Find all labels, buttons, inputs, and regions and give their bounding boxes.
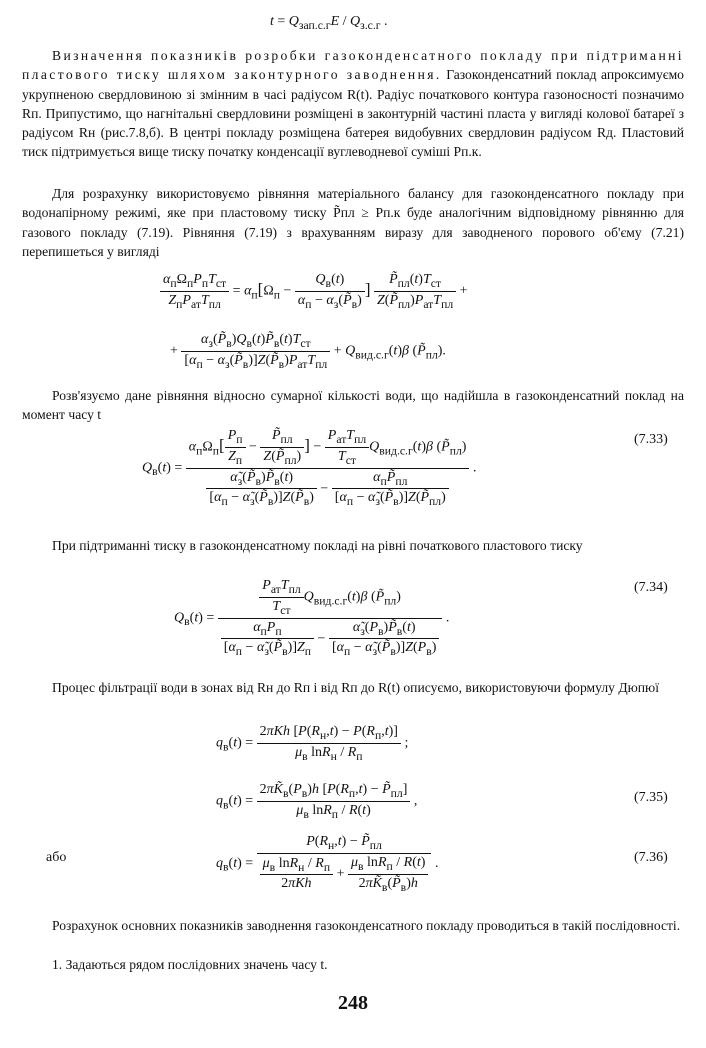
paragraph-5: Процес фільтрації води в зонах від Rн до Rп і від Rп до R(t) описуємо, використовуючи формулу Дюпюї [52, 680, 659, 695]
paragraph-4: При підтриманні тиску в газоконденсатному покладі на рівні початкового пластового тиску [52, 538, 583, 553]
dupuit-formula-1: $q_в(t)$ = $\frac{2\pi Kh [P(R_н,t) - P(R_п,t)]}{\mu_в \ln R_н / R_п}$ ; [216, 724, 409, 763]
dupuit-formula-2: $q_в(t)$ = $\frac{2\pi K̃_в(P_в)h [P(R_п,t) - P̃_{пл}]}{\mu_в \ln R_п / R(t)}$ , [216, 782, 418, 821]
dupuit-formula-3: $q_в(t)$ = $P(R_н,t)$ − $P̃_{пл}$ $\frac{\mu_в \ln R_н / R_п}{\text{2πKh}}$ + $\frac{\mu_в \ln R_п / R(t)}{2\pi K̃_в(P̃_в)h}$ . [216, 834, 439, 894]
page-number: 248 [338, 992, 368, 1014]
equation-number-7-35: (7.35) [634, 790, 668, 805]
equation-number-7-34: (7.34) [634, 580, 668, 595]
abo-label: або [46, 850, 67, 865]
equation-7-34: $Q_в(t)$ = $\frac{P_{ат}T_{пл}}{T_{ст}}$ $Q_{вид.с.г}(t)\beta$ $(P̃_{пл})$ $\frac{\alpha_пP_п}{[\alpha_п - \alphã_з(P̃_в)]Z_п}$ − $\frac{\alphã_з(P_в)P̃_в(t)}{[\alpha_п - \alphã_з(P̃_в)]Z(P_в)}$ . [174, 578, 450, 659]
material-balance-equation-line-1: $\frac{\alpha_п\Omega_пP_пT_{ст}}{Z_пP_{ат}T_{пл}}$ = $\alpha_п[\Omega_п$ − $\frac{Q_в(t)}{\alpha_п - \alpha_з(P̃_в)}$ ] $\frac{P̃_{пл}(t)T_{ст}}{Z(P̃_{пл})P_{ат}T_{пл}}$ + [160, 272, 468, 311]
material-balance-equation-line-2: + $\frac{\alpha_з(P̃_в)Q_в(t)P̃_в(t)T_{ст}}{[\alpha_п - \alpha_з(P̃_в)]Z(P̃_в)P_{ат}T_{пл}}$ + $Q_{вид.с.г}(t)\beta$ $(P̃_{пл})$. [170, 332, 446, 371]
equation-number-7-33: (7.33) [634, 432, 668, 447]
paragraph-1 [22, 46, 684, 162]
equation-7-33: $Q_в(t)$ = $\alpha_п\Omega_п$[ $\frac{P_п}{Z_п}$ − $\frac{P̃_{пл}}{Z(P̃_{пл})}$ ] − $\frac{P_{ат}T_{пл}}{T_{ст}}$ $Q_{вид.с.г}(t)\beta$ $(P̃_{пл})$ $\frac{\alphã_з(P̃_в)P̃_в(t)}{[\alpha_п - \alphã_з(P̃_в)]Z(P̃_в)}$ − $\frac{\alpha_пP̃_{пл}}{[\alpha_п - \alphã_з(P̃_в)]Z(P̃_{пл})}$ . [142, 428, 477, 509]
equation-number-7-36: (7.36) [634, 850, 668, 865]
paragraph-2: Для розрахунку використовуємо рівняння матеріального балансу для газоконденсатного покладу при водонапірному режимі, яке при пластовому тиску P̃пл ≥ Pп.к буде аналогічним відповідному рівнянню для газового покладу (7.19). Рівняння (7.19) з врахуванням виразу для заводненого порового об'єму (7.21) перепишеться у вигляді [22, 186, 684, 259]
paragraph-7: 1. Задаються рядом послідовних значень часу t. [52, 957, 328, 972]
top-formula: $t = Q_{зап.с.г}E / Q_{з.с.г}$ . [270, 14, 388, 32]
paragraph-3: Розв'язуємо дане рівняння відносно сумарної кількості води, що надійшла в газоконденсатний поклад на момент часу t [22, 388, 684, 423]
paragraph-6: Розрахунок основних показників заводнення газоконденсатного покладу проводиться в такій послідовності. [52, 918, 681, 933]
paragraph-1-text: Газоконденсатний поклад апроксимуємо укрупненою свердловиною зі змінним в часі радіусом R(t). Радіус початкового контура газоносності позначимо Rп. Припустимо, що нагнітальні свердловини розміщені в законтурній частині пласта у вигляді колової батареї з радіусом Rн (рис.7.8,б). В центрі покладу розміщена батерея видобувних свердловин радіусом Rд. Пластовий тиск підтримується вище тиску початку конденсації вуглеводневої суміші Pп.к. [22, 67, 684, 160]
section-heading: Визначення показників розробки газоконденсатного покладу при підтриманні пластового тиску шляхом законтурного заводнення. [22, 48, 684, 83]
